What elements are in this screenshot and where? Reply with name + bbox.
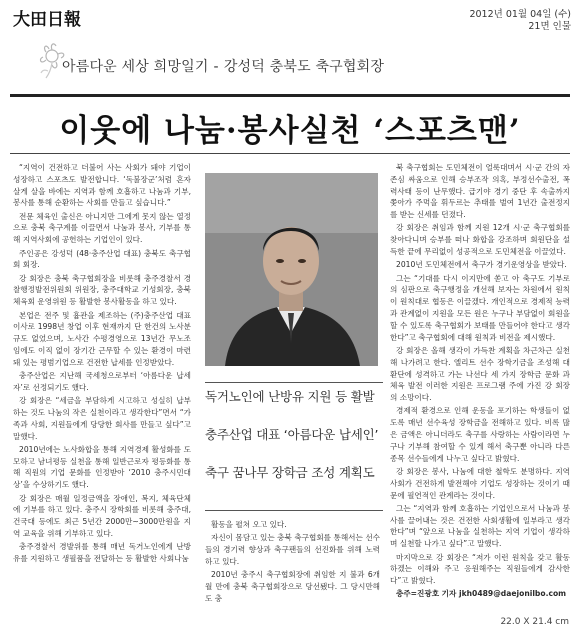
col1-paragraph: 주인공은 강성덕 (48·충주산업 대표) 충북도 축구협회 회장. [13, 248, 191, 270]
article-column-2 [205, 519, 380, 603]
issue-date: 2012년 01월 04일 (수) [469, 9, 571, 20]
col3-paragraph: 강 회장은 봉사, 나눔에 대한 철학도 분명하다. 지역사회가 건전하게 발전해야 기업도 성장하는 것이기 때문에 필연적인 관계라는 것이다. [390, 466, 570, 500]
subhead-2: 충주산업 대표 ‘아름다운 납세인’ [205, 427, 379, 442]
portrait-illustration [205, 173, 378, 366]
col2-paragraph: 자신이 몸담고 있는 충북 축구협회를 통해서는 선수들의 경기력 향상과 축구팬들의 선진화를 위해 노력하고 있다. [205, 533, 380, 566]
subhead-bottom-rule [205, 510, 383, 511]
col3-paragraph: 그는 “기대를 다시 이지만에 쏟고 아 축구도 기부로의 심판으로 축구행정을 개선해 보자는 차원에서 원칙이 원칙대로 협동은 이끌겠다. 개인적으로 경제적 능력과 관계없이 지원을 모든 원은 누구나 부담없이 회원을 할 수 있도록 축구협회가 보태를 만들어야 한다고 생각한다”고 축구협회에 대해 원칙과 비전을 제시했다. [390, 273, 570, 342]
col1-paragraph: 본업은 전주 및 흄관을 제조하는 (주)충주산업 대표이사로 1998년 창업 이후 현재까지 단 한건의 노사분규도 없었으며, 노사간 수평경영으로 13년간 무노조 임에도 이직 없이 장기간 근무할 수 있는 환경이 마련돼 있는 평범기업으로 건전한 납세를 인정받았다. [13, 310, 191, 367]
page-section: 21면 인물 [528, 21, 571, 32]
col3-paragraph: 경제적 환경으로 인해 운동을 포기하는 학생들이 없도록 매년 선수육성 장학금을 전해하고 있다. 비록 많은 금액은 아니더라도 축구를 사랑하는 사람이라면 누구나 기부해 참여할 수 있게 해서 축구뿐 아니라 다른 종목 선수들에게 나누고 싶다고 밝혔다. [390, 406, 570, 463]
series-title: 아름다운 세상 희망일기 [62, 59, 209, 75]
col3-paragraph: 2010년 도민체전에서 축구가 경기운영상을 받았다. [396, 260, 567, 270]
col3-paragraph: 북 축구협회는 도민체전이 얼룩대며서 시·군 간의 자존심 싸움으로 인해 승부조작 의혹, 부정선수출전, 폭력사태 등이 난무했다. 급기야 경기 중단 후 속출까지 쫓아가 주먹을 휘두르는 추태를 벌여 1년간 출전정지를 받는 신세를 던졌다. [390, 163, 570, 220]
subhead-top-rule [205, 382, 383, 383]
subhead-3: 축구 꿈나무 장학금 조성 계획도 [205, 465, 375, 480]
clipping-size: 22.0 X 21.4 cm [500, 617, 569, 627]
logo-text: 大田日報 [13, 10, 81, 30]
series-dash: - [213, 59, 219, 75]
masthead-logo [13, 5, 81, 30]
reporter-credit: 충주=진광호 기자 jkh0489@daejonilbo.com [396, 589, 567, 599]
headline-box [10, 94, 570, 154]
col3-paragraph: 강 회장은 취임과 함께 지원 12개 시·군 축구협회를 찾아다니며 승부를 떠나 화합을 강조하며 회원단을 설득한 끝에 무리없이 성공적으로 도민체전을 이끌었다. [390, 223, 570, 257]
series-header [62, 56, 384, 76]
col1-paragraph: 2010년에는 노사화합을 통해 지역경제 활성화를 도모하고 남녀평등 실천을 통해 일반근로자 평등화를 통해 직원의 기업 문화를 인정받아 ‘2010 충주시민대상’을 수상하기도 했다. [13, 444, 191, 490]
col1-paragraph: 전문 체육인 출신은 아니지만 그에게 못지 않는 열정으로 충북 축구계를 이끌면서 나눔과 봉사, 기부를 통해 지역사회에 공헌하는 기업인이 있다. [13, 211, 191, 245]
headline: 이웃에 나눔·봉사실천 ‘스포츠맨’ [59, 113, 521, 149]
col2-paragraph: 활동을 펼쳐 오고 있다. [211, 520, 287, 529]
col1-paragraph: “지역이 건전하고 더불어 사는 사회가 돼야 기업이 성장하고 스포츠도 발전합니다. ‘독불장군’처럼 혼자 살게 살을 바에는 지역과 함께 호흡하고 나눔과 기부, 봉사를 통해 순환하는 사회를 만들고 싶습니다.” [13, 163, 191, 208]
portrait-photo [205, 173, 378, 366]
series-byline: 강성덕 충북도 축구협회장 [223, 59, 385, 75]
subhead-1: 독거노인에 난방유 지원 등 활발 [205, 389, 375, 404]
col3-paragraph: 마지막으로 강 회장은 “저가 이런 원칙을 갖고 활동하겠는 이해와 주고 응원해주는 직원들에게 감사한다”고 밝혔다. [390, 552, 570, 586]
col1-paragraph: 충주산업은 지난해 국세청으로부터 ‘아름다운 납세자’로 선정되기도 했다. [13, 371, 191, 392]
col3-paragraph: 그는 “지역과 함께 호흡하는 기업인으로서 나눔과 봉사를 끌어내는 것은 건전한 사회생활에 일부라고 생각한다”며 “앞으로 나눔을 실천하는 지역 기업이 생각하며 실천할 나가고 싶다”고 말했다. [390, 503, 570, 549]
col1-paragraph: 강 회장은 매월 일정금액을 장애인, 복지, 체육단체에 기부를 하고 있다. 충주시 장학회를 비롯해 충주대, 건국대 등에도 최근 5년간 2000만~3000만원을 지역 교육을 위해 기부하고 있다. [13, 493, 191, 538]
col3-paragraph: 강 회장은 올해 생각이 가득찬 계획을 차근차근 실천해 나가려고 한다. 엘리트 선수 장학기금을 조성해 대환단에 성격하고 가는 나선다 세 가지 장학금 문화 과 체육 발전 이러한 지원은 프로그램 주에 가진 강 회장의 소망이다. [390, 345, 570, 403]
dateline [469, 9, 571, 33]
col2-paragraph: 2010년 충주시 축구협회장에 취임한 지 불과 6개월 만에 충북 축구협회장으로 당선됐다. 그 당시만해도 충 [205, 570, 380, 603]
article-column-1 [13, 162, 191, 602]
col1-paragraph: 강 회장은 “세금을 부담하게 시고하고 성실히 납부하는 것도 나눔의 작은 실천이라고 생각한다”면서 “가족과 사회, 지원들에게 당당한 회사를 만들고 싶다”고 말했다. [13, 396, 191, 441]
article-column-3 [390, 162, 570, 602]
subheads [205, 388, 383, 502]
col1-paragraph: 충주경찰서 경발위를 통해 매년 독거노인에게 난방유를 지원하고 생필품을 전달하는 등 활발한 사회나눔 [13, 542, 191, 563]
col1-paragraph: 강 회장은 충북 축구협회장을 비롯해 충주경찰서 경찰행정발전위원회 위원장, 충주대학교 기성회장, 충북체육회 운영위원 등 활발한 봉사활동을 하고 있다. [13, 273, 191, 307]
